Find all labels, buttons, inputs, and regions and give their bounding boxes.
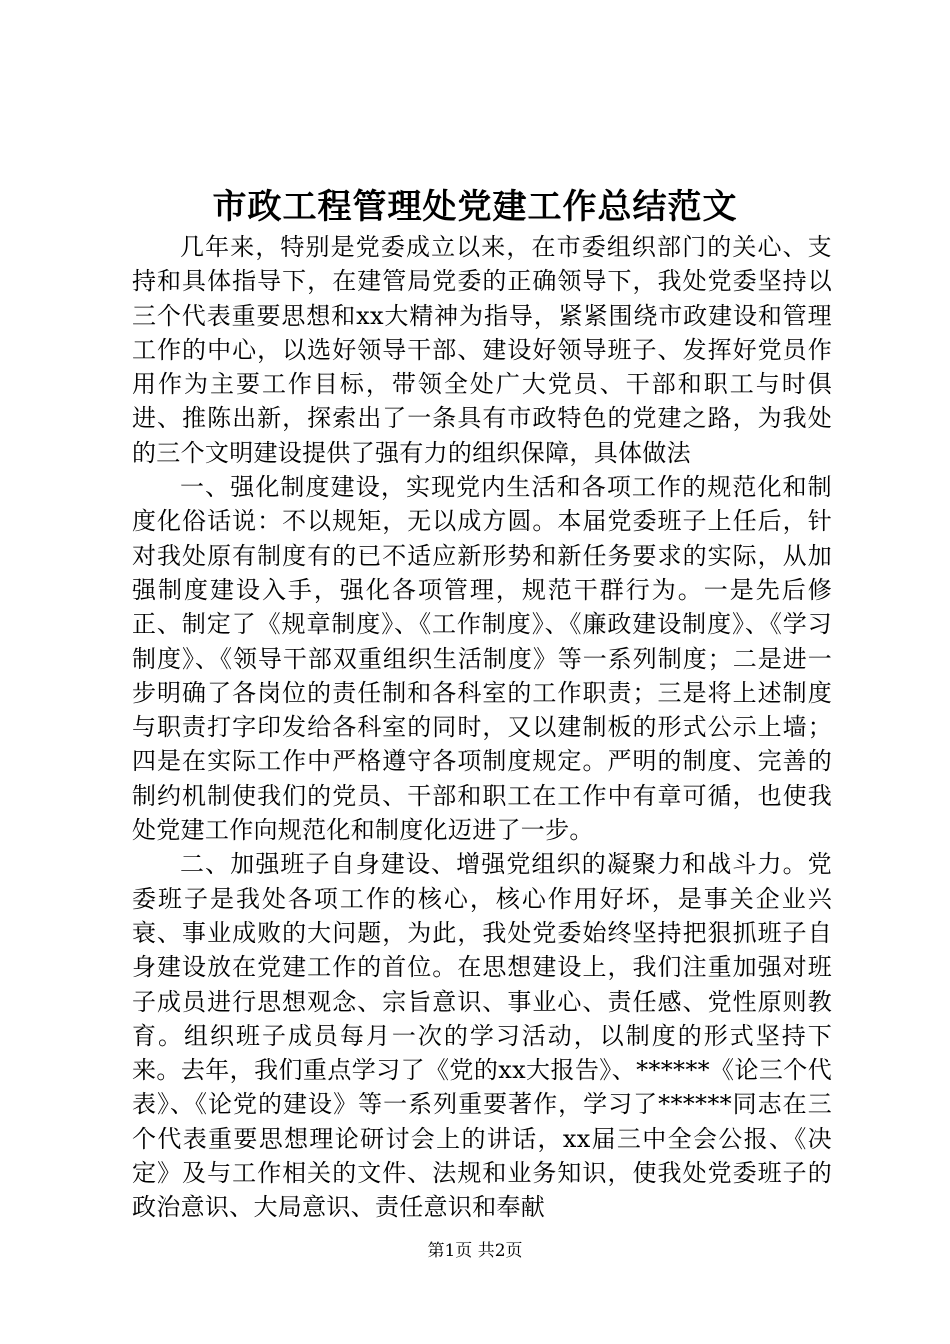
page-number-footer: 第1页 共2页 <box>427 1241 523 1261</box>
document-body <box>132 230 832 1225</box>
paragraph-intro: 几年来，特别是党委成立以来，在市委组织部门的关心、支持和具体指导下，在建管局党委的正确领导下，我处党委坚持以三个代表重要思想和xx大精神为指导，紧紧围绕市政建设和管理工作的中心，以选好领导干部、建设好领导班子、发挥好党员作用作为主要工作目标，带领全处广大党员、干部和职工与时俱进、推陈出新，探索出了一条具有市政特色的党建之路，为我处的三个文明建设提供了强有力的组织保障，具体做法 <box>132 233 832 467</box>
paragraph-section-two: 二、加强班子自身建设、增强党组织的凝聚力和战斗力。党委班子是我处各项工作的核心，核心作用好坏，是事关企业兴衰、事业成败的大问题，为此，我处党委始终坚持把狠抓班子自身建设放在党建工作的首位。在思想建设上，我们注重加强对班子成员进行思想观念、宗旨意识、事业心、责任感、党性原则教育。组织班子成员每月一次的学习活动，以制度的形式坚持下来。去年，我们重点学习了《党的xx大报告》、******《论三个代表》、《论党的建设》等一系列重要著作，学习了******同志在三个代表重要思想理论研讨会上的讲话，xx届三中全会公报、《决定》及与工作相关的文件、法规和业务知识，使我处党委班子的政治意识、大局意识、责任意识和奉献 <box>132 850 832 1222</box>
document-title: 市政工程管理处党建工作总结范文 <box>212 187 738 227</box>
paragraph-section-one: 一、强化制度建设，实现党内生活和各项工作的规范化和制度化俗话说：不以规矩，无以成方圆。本届党委班子上任后，针对我处原有制度有的已不适应新形势和新任务要求的实际，从加强制度建设入手，强化各项管理，规范干群行为。一是先后修正、制定了《规章制度》、《工作制度》、《廉政建设制度》、《学习制度》、《领导干部双重组织生活制度》等一系列制度；二是进一步明确了各岗位的责任制和各科室的工作职责；三是将上述制度与职责打字印发给各科室的同时，又以建制板的形式公示上墙；四是在实际工作中严格遵守各项制度规定。严明的制度、完善的制约机制使我们的党员、干部和职工在工作中有章可循，也使我处党建工作向规范化和制度化迈进了一步。 <box>132 473 832 845</box>
